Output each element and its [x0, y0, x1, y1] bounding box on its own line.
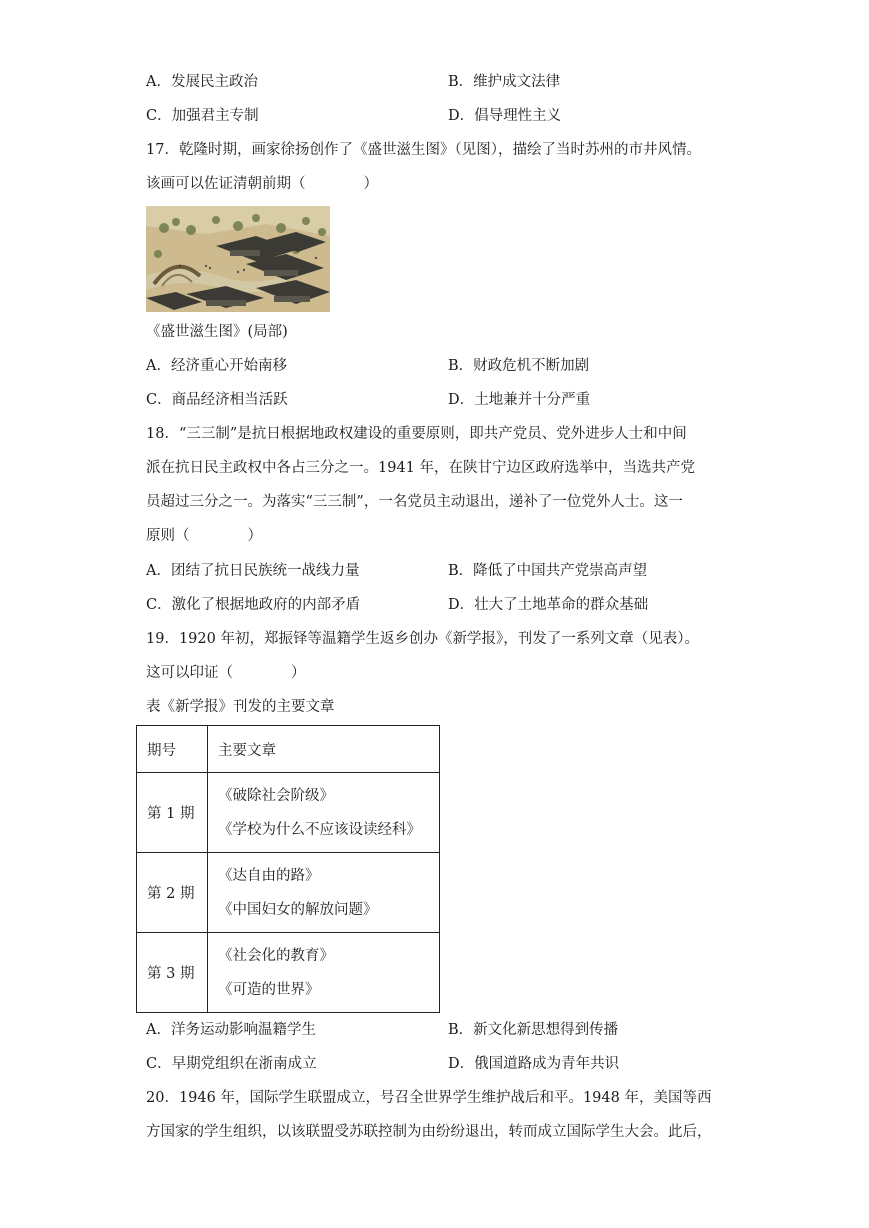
- article-title: 《中国妇女的解放问题》: [218, 901, 378, 918]
- q17-option-d: D．土地兼并十分严重: [448, 392, 591, 408]
- q19-table-title: 表《新学报》刊发的主要文章: [146, 699, 335, 715]
- table-row: [137, 773, 440, 853]
- article-title: 《达自由的路》: [218, 867, 320, 884]
- q16-option-d: D．倡导理性主义: [448, 108, 562, 124]
- article-title: 《破除社会阶级》: [218, 787, 334, 804]
- q19-stem-line1: 19．1920 年初，郑振铎等温籍学生返乡创办《新学报》，刊发了一系列文章（见表）。: [146, 631, 699, 647]
- q18-option-b: B．降低了中国共产党崇高声望: [448, 563, 648, 579]
- q17-stem-line2: 该画可以佐证清朝前期（ ）: [146, 176, 378, 192]
- shengshi-zisheng-painting: [146, 206, 330, 312]
- table-cell-articles: [208, 853, 440, 933]
- q20-stem-line1: 20．1946 年，国际学生联盟成立，号召全世界学生维护战后和平。1948 年，美国等西: [146, 1090, 712, 1106]
- q18-option-d: D．壮大了土地革命的群众基础: [448, 597, 649, 613]
- article-title: 《可造的世界》: [218, 981, 320, 998]
- table-cell-issue: 第 1 期: [137, 773, 208, 853]
- q16-option-c: C．加强君主专制: [146, 108, 259, 124]
- table-cell-issue: 第 2 期: [137, 853, 208, 933]
- q18-option-c: C．激化了根据地政府的内部矛盾: [146, 597, 361, 613]
- q19-option-c: C．早期党组织在浙南成立: [146, 1056, 317, 1072]
- q17-stem-line1: 17．乾隆时期，画家徐扬创作了《盛世滋生图》（见图），描绘了当时苏州的市井风情。: [146, 142, 701, 158]
- q18-stem-line2: 派在抗日民主政权中各占三分之一。1941 年，在陕甘宁边区政府选举中，当选共产党: [146, 460, 696, 476]
- table-row: [137, 853, 440, 933]
- q17-image-caption: 《盛世滋生图》(局部): [146, 324, 288, 340]
- q19-option-b: B．新文化新思想得到传播: [448, 1022, 619, 1038]
- q17-option-a: A．经济重心开始南移: [146, 358, 287, 374]
- q19-stem-line2: 这可以印证（ ）: [146, 665, 306, 681]
- q18-stem-line3: 员超过三分之一。为落实“三三制”，一名党员主动退出，递补了一位党外人士。这一: [146, 494, 683, 510]
- q19-option-a: A．洋务运动影响温籍学生: [146, 1022, 316, 1038]
- q18-stem-line4: 原则（ ）: [146, 528, 262, 544]
- table-row: [137, 933, 440, 1013]
- article-title: 《社会化的教育》: [218, 947, 334, 964]
- table-header-issue: 期号: [137, 726, 208, 773]
- articles-table: [136, 725, 440, 1013]
- table-header-articles: 主要文章: [208, 726, 440, 773]
- q16-option-a: A．发展民主政治: [146, 74, 258, 90]
- article-title: 《学校为什么不应该设读经科》: [218, 821, 421, 838]
- table-header-row: [137, 726, 440, 773]
- table-cell-articles: [208, 933, 440, 1013]
- q19-option-d: D．俄国道路成为青年共识: [448, 1056, 620, 1072]
- q17-option-c: C．商品经济相当活跃: [146, 392, 288, 408]
- q18-stem-line1: 18．“三三制”是抗日根据地政权建设的重要原则，即共产党员、党外进步人士和中间: [146, 426, 687, 442]
- table-cell-issue: 第 3 期: [137, 933, 208, 1013]
- q20-stem-line2: 方国家的学生组织，以该联盟受苏联控制为由纷纷退出，转而成立国际学生大会。此后，: [146, 1124, 712, 1140]
- q16-option-b: B．维护成文法律: [448, 74, 561, 90]
- q17-option-b: B．财政危机不断加剧: [448, 358, 590, 374]
- table-cell-articles: [208, 773, 440, 853]
- q18-option-a: A．团结了抗日民族统一战线力量: [146, 563, 360, 579]
